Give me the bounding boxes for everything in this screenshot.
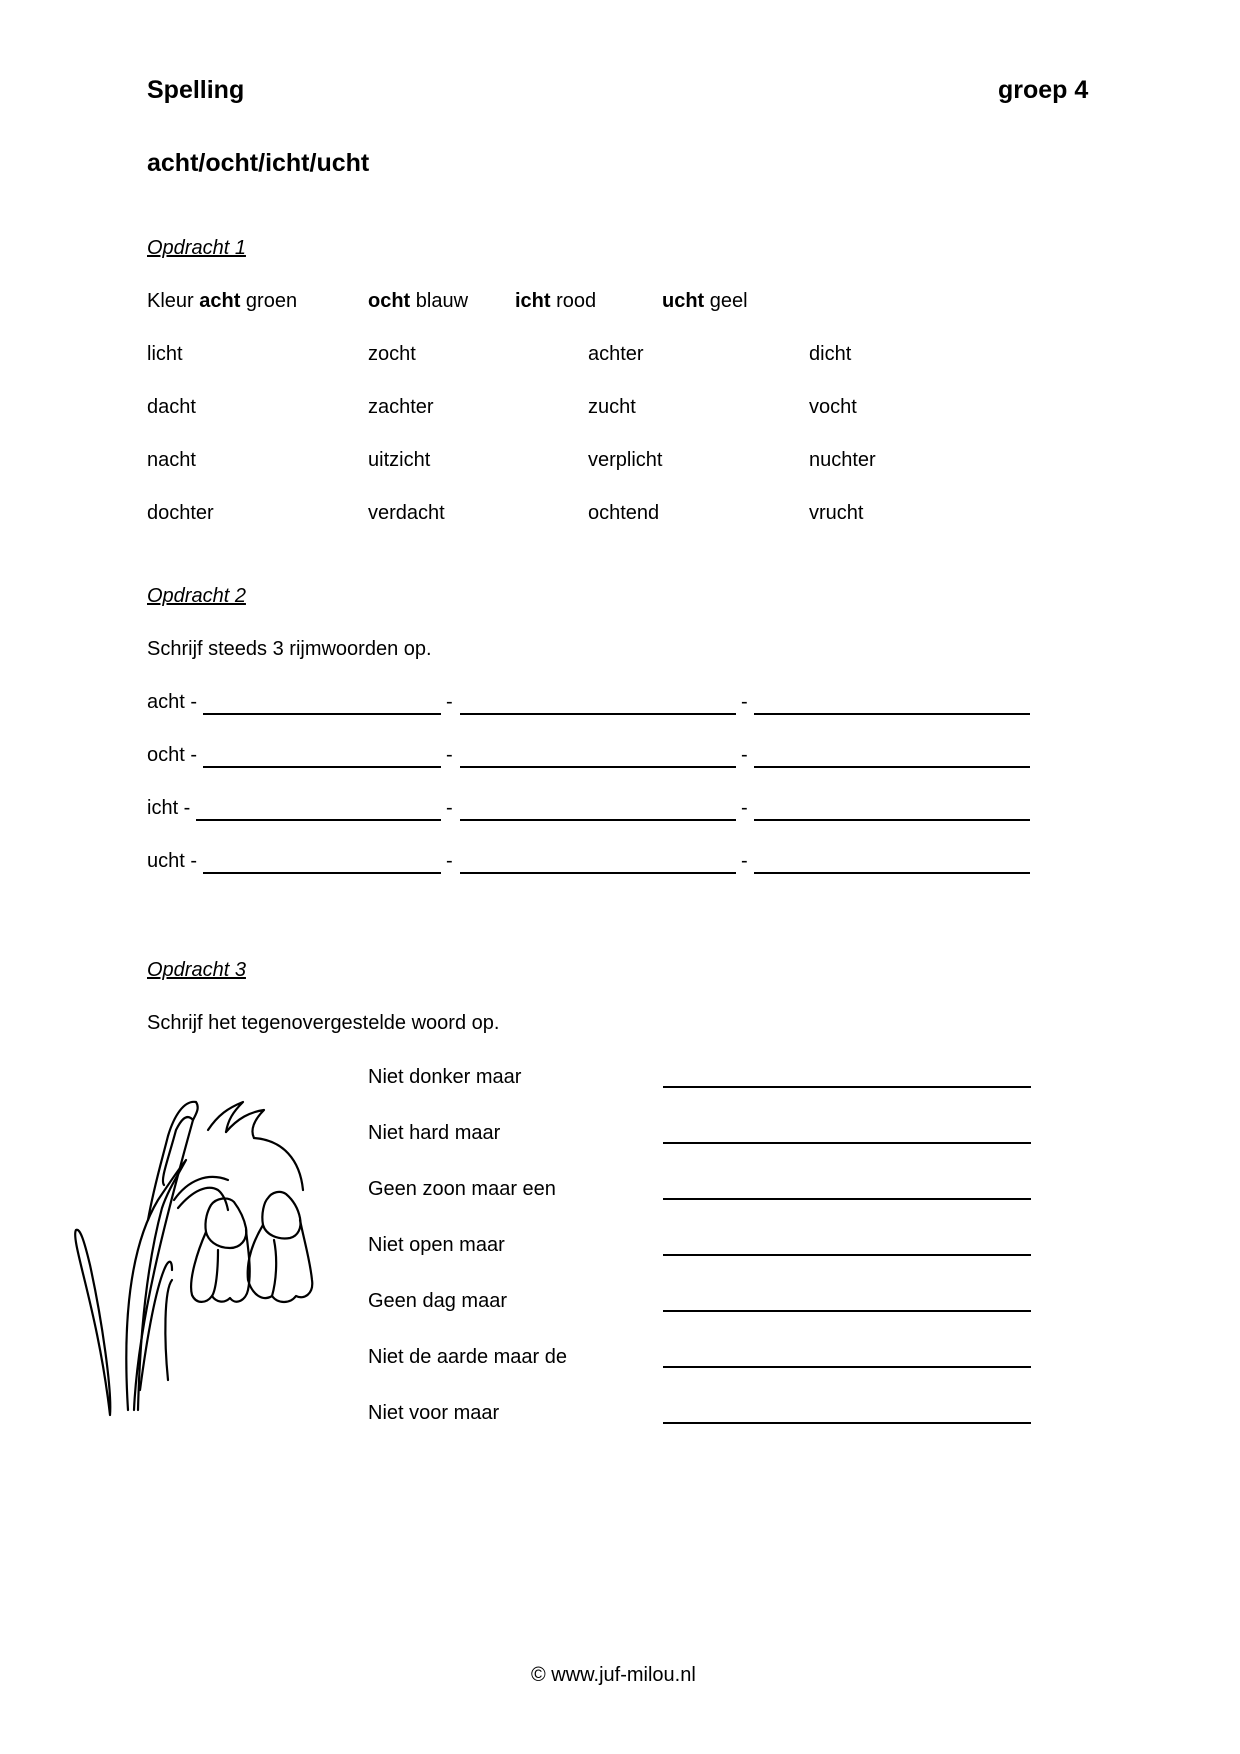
exercise3-instruction: Schrijf het tegenovergestelde woord op. xyxy=(147,1012,500,1034)
answer-line[interactable] xyxy=(663,1366,1031,1368)
opposite-prompt: Niet donker maar xyxy=(368,1066,522,1088)
exercise2-heading: Opdracht 2 xyxy=(147,585,246,607)
word-cell: verplicht xyxy=(588,449,663,471)
opposite-prompt: Niet open maar xyxy=(368,1234,505,1256)
separator: - xyxy=(741,691,748,713)
answer-line[interactable] xyxy=(663,1310,1031,1312)
instruction-icht: icht rood xyxy=(515,290,597,312)
word-cell: achter xyxy=(588,343,644,365)
group-label: groep 4 xyxy=(998,76,1089,104)
separator: - xyxy=(741,744,748,766)
word-cell: verdacht xyxy=(368,502,445,524)
word-cell: zachter xyxy=(368,396,434,418)
word-cell: zocht xyxy=(368,343,416,365)
word-cell: nacht xyxy=(147,449,196,471)
answer-line[interactable] xyxy=(203,872,441,874)
answer-line[interactable] xyxy=(663,1422,1031,1424)
page-title: acht/ocht/icht/ucht xyxy=(147,149,370,177)
answer-line[interactable] xyxy=(663,1198,1031,1200)
separator: - xyxy=(446,850,453,872)
answer-line[interactable] xyxy=(203,713,441,715)
word-cell: dacht xyxy=(147,396,196,418)
answer-line[interactable] xyxy=(663,1142,1031,1144)
rhyme-prefix: ucht - xyxy=(147,850,198,872)
answer-line[interactable] xyxy=(460,713,736,715)
answer-line[interactable] xyxy=(203,766,441,768)
separator: - xyxy=(446,691,453,713)
snowdrop-flower-icon xyxy=(68,1090,358,1420)
exercise1-heading: Opdracht 1 xyxy=(147,237,246,259)
opposite-prompt: Geen dag maar xyxy=(368,1290,507,1312)
rhyme-prefix: acht - xyxy=(147,691,198,713)
answer-line[interactable] xyxy=(460,766,736,768)
separator: - xyxy=(741,850,748,872)
word-cell: licht xyxy=(147,343,183,365)
instruction-acht: Kleur acht groen xyxy=(147,290,298,312)
opposite-prompt: Geen zoon maar een xyxy=(368,1178,556,1200)
word-cell: nuchter xyxy=(809,449,876,471)
separator: - xyxy=(446,797,453,819)
separator: - xyxy=(741,797,748,819)
exercise2-instruction: Schrijf steeds 3 rijmwoorden op. xyxy=(147,638,432,660)
instruction-ucht: ucht geel xyxy=(662,290,748,312)
word-cell: uitzicht xyxy=(368,449,431,471)
answer-line[interactable] xyxy=(663,1254,1031,1256)
answer-line[interactable] xyxy=(460,819,736,821)
answer-line[interactable] xyxy=(663,1086,1031,1088)
answer-line[interactable] xyxy=(196,819,441,821)
opposite-prompt: Niet voor maar xyxy=(368,1402,500,1424)
word-cell: zucht xyxy=(588,396,636,418)
instruction-ocht: ocht blauw xyxy=(368,290,469,312)
word-cell: ochtend xyxy=(588,502,660,524)
word-cell: vrucht xyxy=(809,502,864,524)
word-cell: vocht xyxy=(809,396,857,418)
footer-copyright: © www.juf-milou.nl xyxy=(531,1664,696,1686)
subject-title: Spelling xyxy=(147,76,245,104)
word-cell: dochter xyxy=(147,502,214,524)
separator: - xyxy=(446,744,453,766)
answer-line[interactable] xyxy=(754,713,1030,715)
rhyme-prefix: icht - xyxy=(147,797,191,819)
answer-line[interactable] xyxy=(754,872,1030,874)
exercise3-heading: Opdracht 3 xyxy=(147,959,246,981)
opposite-prompt: Niet de aarde maar de xyxy=(368,1346,568,1368)
answer-line[interactable] xyxy=(754,819,1030,821)
answer-line[interactable] xyxy=(754,766,1030,768)
opposite-prompt: Niet hard maar xyxy=(368,1122,501,1144)
answer-line[interactable] xyxy=(460,872,736,874)
rhyme-prefix: ocht - xyxy=(147,744,198,766)
word-cell: dicht xyxy=(809,343,852,365)
